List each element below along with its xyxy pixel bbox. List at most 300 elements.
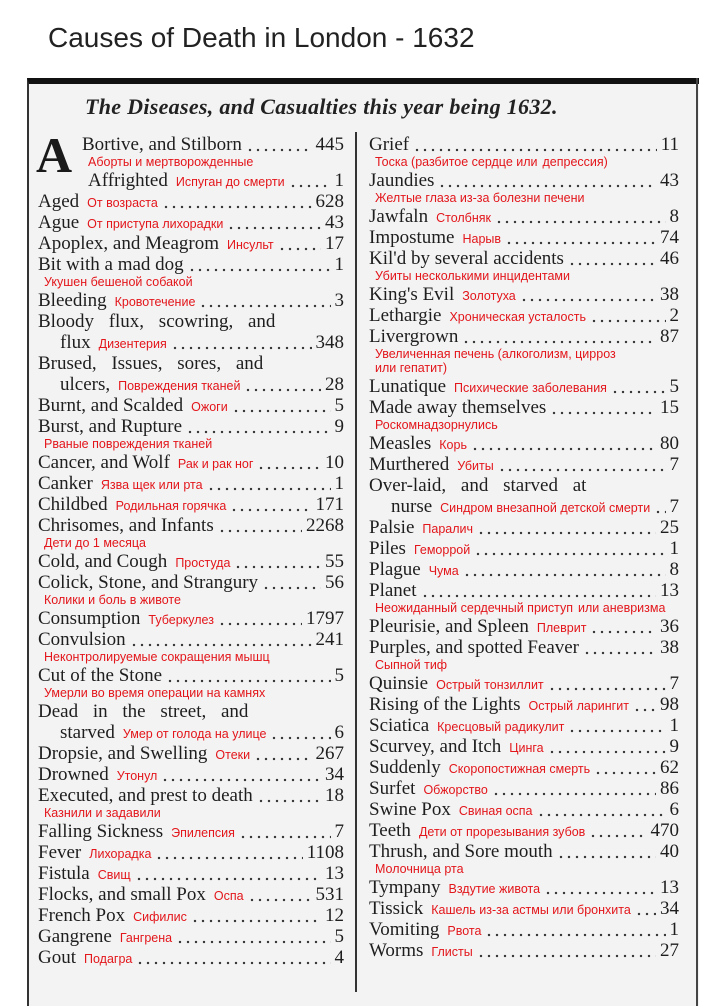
russian-translation-note: Инсульт: [226, 238, 274, 252]
russian-translation-note: Оспа: [213, 889, 244, 903]
dot-leader: [278, 247, 321, 251]
death-count: 36: [660, 616, 679, 637]
dot-leader: [537, 813, 666, 817]
cause-line: [38, 254, 344, 275]
cause-line: [369, 538, 679, 559]
translation-notes: [509, 738, 543, 757]
cause-name: Swine Pox: [369, 799, 451, 820]
cause-row: [38, 311, 344, 332]
death-count: 628: [315, 191, 344, 212]
translation-notes: [454, 378, 607, 397]
cause-line: [369, 616, 679, 637]
death-count: 445: [315, 134, 344, 155]
cause-name: ulcers,: [60, 374, 111, 395]
cause-line: [369, 475, 679, 496]
cause-row: [369, 898, 679, 919]
translation-notes: [84, 949, 132, 968]
dot-leader: [590, 630, 656, 634]
death-count: 55: [325, 551, 344, 572]
cause-name: Burst, and Rupture: [38, 416, 183, 437]
cause-line: [38, 743, 344, 764]
cause-row: [38, 254, 344, 290]
cause-name: Colick, Stone, and Strangury: [38, 572, 259, 593]
dot-leader: [594, 771, 656, 775]
cause-row: [369, 433, 679, 454]
death-count: 13: [660, 877, 679, 898]
dot-leader: [218, 529, 302, 533]
cause-line: [38, 905, 344, 926]
russian-translation-note: Увеличенная печень (алкоголизм, цирроз: [375, 347, 616, 361]
russian-translation-note: Укушен бешеной собакой: [44, 275, 193, 289]
cause-row: [38, 905, 344, 926]
translation-notes: [449, 879, 541, 898]
death-count: 348: [315, 332, 344, 353]
translation-note-line: [369, 658, 679, 673]
death-count: 267: [315, 743, 344, 764]
translation-note-line: [369, 418, 679, 433]
translation-notes: [98, 865, 131, 884]
cause-name: Made away themselves: [369, 397, 547, 418]
death-count: 43: [660, 170, 679, 191]
death-count: 80: [660, 433, 679, 454]
cause-row: [369, 694, 679, 715]
cause-name: Brused, Issues, sores, and: [38, 353, 264, 374]
cause-name: Jawfaln: [369, 206, 429, 227]
russian-translation-note: Дизентерия: [98, 337, 167, 351]
cause-name: Flocks, and small Pox: [38, 884, 206, 905]
death-count: 40: [660, 841, 679, 862]
dot-leader: [548, 750, 666, 754]
russian-translation-note: Испуган до смерти: [175, 175, 285, 189]
cause-row: [369, 227, 679, 248]
death-count: 1: [669, 538, 679, 559]
cause-row: [369, 134, 679, 170]
dot-leader: [485, 933, 665, 937]
cause-row: [38, 665, 344, 701]
translation-note-line: [38, 686, 344, 701]
drop-cap: A: [36, 127, 73, 183]
translation-notes: [431, 942, 472, 961]
dot-leader: [257, 799, 321, 803]
death-count: 34: [660, 898, 679, 919]
cause-row: [369, 736, 679, 757]
cause-line: [369, 397, 679, 418]
cause-name: Piles: [369, 538, 406, 559]
cause-row: [38, 926, 344, 947]
russian-translation-note: Геморрой: [413, 543, 471, 557]
dot-leader: [589, 834, 646, 838]
cause-row: [38, 515, 344, 551]
dot-leader: [136, 961, 330, 965]
cause-name: Bleeding: [38, 290, 107, 311]
cause-line: [369, 898, 679, 919]
cause-name: Teeth: [369, 820, 411, 841]
cause-name: Cold, and Cough: [38, 551, 168, 572]
translation-note-line: [38, 806, 344, 821]
death-count: 62: [660, 757, 679, 778]
death-count: 18: [325, 785, 344, 806]
death-count: 12: [325, 905, 344, 926]
cause-row: [369, 559, 679, 580]
russian-translation-note: Дети от прорезывания зубов: [418, 825, 586, 839]
russian-translation-note: Острый тонзиллит: [436, 678, 544, 692]
cause-row: [369, 284, 679, 305]
cause-line: [38, 947, 344, 968]
russian-translation-note: или гепатит): [375, 361, 448, 375]
translation-notes: [457, 456, 494, 475]
translation-notes: [176, 172, 285, 191]
russian-translation-note: Рваные повреждения тканей: [44, 437, 213, 451]
cause-row: [369, 637, 679, 673]
russian-translation-note: Нарыв: [462, 232, 502, 246]
death-count: 7: [669, 673, 679, 694]
cause-name: Bit with a mad dog: [38, 254, 184, 275]
translation-notes: [171, 823, 235, 842]
death-count: 25: [660, 517, 679, 538]
dot-leader: [254, 757, 311, 761]
translation-notes: [101, 475, 203, 494]
dot-leader: [413, 148, 657, 152]
cause-line: [369, 580, 679, 601]
cause-line: [38, 191, 344, 212]
dot-leader: [199, 304, 330, 308]
cause-name: Sciatica: [369, 715, 430, 736]
dot-leader: [166, 679, 330, 683]
russian-translation-note: Простуда: [175, 556, 231, 570]
death-count: 2268: [306, 515, 344, 536]
cause-row: [38, 134, 344, 170]
cause-name: Gout: [38, 947, 76, 968]
russian-translation-note: Свиная оспа: [458, 804, 533, 818]
death-count: 5: [334, 665, 344, 686]
translation-notes: [175, 553, 230, 572]
cause-name: Tissick: [369, 898, 424, 919]
russian-translation-note: Вздутие живота: [448, 882, 541, 896]
cause-name: Bloody flux, scowring, and: [38, 311, 276, 332]
cause-line: [369, 673, 679, 694]
translation-note-line: [369, 155, 679, 170]
dot-leader: [463, 573, 666, 577]
cause-row: [38, 785, 344, 821]
death-count: 7: [334, 821, 344, 842]
death-count: 56: [325, 572, 344, 593]
cause-name: Vomiting: [369, 919, 440, 940]
cause-name: Plague: [369, 559, 421, 580]
translation-notes: [447, 921, 481, 940]
cause-row: [38, 170, 344, 191]
cause-name: Fever: [38, 842, 82, 863]
cause-name: Pleurisie, and Spleen: [369, 616, 529, 637]
dot-leader: [244, 388, 321, 392]
russian-translation-note: Глисты: [431, 945, 473, 959]
russian-translation-note: Гангрена: [119, 931, 173, 945]
russian-translation-note: Колики и боль в животе: [44, 593, 181, 607]
cause-line: [38, 395, 344, 416]
cause-row: [38, 701, 344, 722]
cause-name: Dead in the street, and: [38, 701, 249, 722]
dot-leader: [188, 268, 331, 272]
cause-name: Bortive, and Stilborn: [82, 134, 242, 155]
cause-name: Executed, and prest to death: [38, 785, 253, 806]
russian-translation-note: Хроническая усталость: [449, 310, 587, 324]
russian-translation-note: Золотуха: [462, 289, 516, 303]
translation-notes: [87, 193, 158, 212]
russian-translation-note: Роскомнадзорнулись: [375, 418, 498, 432]
translation-note-line: [369, 601, 679, 616]
cause-row: [369, 248, 679, 284]
cause-name: Suddenly: [369, 757, 441, 778]
dot-leader: [492, 792, 656, 796]
cause-row: [369, 517, 679, 538]
cause-name: Cut of the Stone: [38, 665, 163, 686]
cause-line: [38, 884, 344, 905]
cause-line: [38, 608, 344, 629]
russian-translation-note: Острый ларингит: [528, 699, 629, 713]
russian-translation-note: Кашель из-за астмы или бронхита: [431, 903, 631, 917]
russian-translation-note: Казнили и задавили: [44, 806, 161, 820]
russian-translation-note: Желтые глаза из-за болезни печени: [375, 191, 585, 205]
dot-leader: [557, 855, 656, 859]
dot-leader: [633, 708, 656, 712]
cause-name: Scurvey, and Itch: [369, 736, 502, 757]
cause-line: [38, 764, 344, 785]
russian-translation-note: Столбняк: [436, 211, 491, 225]
death-count: 27: [660, 940, 679, 961]
cause-row: [369, 397, 679, 433]
page-title: Causes of Death in London - 1632: [48, 22, 475, 53]
cause-row: [369, 715, 679, 736]
russian-translation-note: Повреждения тканей: [118, 379, 241, 393]
russian-translation-note: Цинга: [509, 741, 544, 755]
dot-leader: [611, 390, 666, 394]
russian-translation-note: Сыпной тиф: [375, 658, 448, 672]
dot-leader: [130, 643, 312, 647]
dot-leader: [583, 651, 656, 655]
death-count: 1: [334, 473, 344, 494]
dot-leader: [227, 226, 321, 230]
death-count: 87: [660, 326, 679, 347]
death-count: 241: [315, 629, 344, 650]
cause-name: French Pox: [38, 905, 126, 926]
translation-notes: [462, 286, 516, 305]
death-count: 38: [660, 637, 679, 658]
dot-leader: [590, 319, 665, 323]
cause-name: Palsie: [369, 517, 415, 538]
translation-notes: [87, 214, 223, 233]
cause-line: [369, 820, 679, 841]
cause-row: [38, 947, 344, 968]
cause-row: [38, 629, 344, 665]
cause-name: Grief: [369, 134, 410, 155]
russian-translation-note: Сифилис: [133, 910, 187, 924]
cause-row: [38, 374, 344, 395]
cause-line: [38, 332, 344, 353]
death-count: 8: [669, 206, 679, 227]
cause-line: [38, 452, 344, 473]
dot-leader: [289, 184, 331, 188]
dot-leader: [520, 298, 656, 302]
translation-notes: [537, 618, 587, 637]
dot-leader: [474, 552, 665, 556]
russian-translation-note: Эпилепсия: [171, 826, 235, 840]
translation-notes: [423, 780, 487, 799]
russian-translation-note: Убиты: [457, 459, 494, 473]
death-count: 5: [334, 926, 344, 947]
cause-line: [38, 629, 344, 650]
russian-translation-note: Умерли во время операции на камнях: [44, 686, 266, 700]
cause-row: [369, 206, 679, 227]
cause-row: [38, 332, 344, 353]
cause-name: Convulsion: [38, 629, 126, 650]
cause-name: Jaundies: [369, 170, 435, 191]
russian-translation-note: Убиты несколькими инцидентами: [375, 269, 570, 283]
death-count: 38: [660, 284, 679, 305]
death-count: 6: [669, 799, 679, 820]
translation-notes: [89, 844, 151, 863]
dot-leader: [262, 586, 321, 590]
cause-line: [38, 311, 344, 332]
cause-line: [369, 637, 679, 658]
death-count: 4: [334, 947, 344, 968]
death-count: 470: [650, 820, 679, 841]
translation-notes: [528, 696, 628, 715]
translation-notes: [436, 208, 491, 227]
dot-leader: [218, 622, 302, 626]
translation-note-line: [369, 347, 679, 376]
cause-line: [38, 353, 344, 374]
translation-note-line: [38, 536, 344, 551]
cause-row: [38, 395, 344, 416]
cause-name: King's Evil: [369, 284, 455, 305]
cause-line: [38, 863, 344, 884]
dot-leader: [462, 340, 656, 344]
death-count: 9: [334, 416, 344, 437]
cause-name: Livergrown: [369, 326, 459, 347]
dot-leader: [471, 447, 656, 451]
cause-line: [38, 416, 344, 437]
cause-name: Canker: [38, 473, 93, 494]
cause-name: Kil'd by several accidents: [369, 248, 564, 269]
right-causes-column: [369, 134, 679, 961]
document-heading: The Diseases, and Casualties this year being 1632.: [85, 94, 558, 119]
translation-notes: [449, 307, 586, 326]
russian-translation-note: Родильная горячка: [115, 499, 227, 513]
cause-row: [38, 764, 344, 785]
cause-name: Thrush, and Sore mouth: [369, 841, 553, 862]
cause-row: [369, 538, 679, 559]
cause-name: Cancer, and Wolf: [38, 452, 170, 473]
cause-row: [369, 799, 679, 820]
cause-line: [38, 473, 344, 494]
russian-translation-note: Неконтролируемые сокращения мышц: [44, 650, 270, 664]
translation-notes: [116, 496, 227, 515]
cause-name: Lethargie: [369, 305, 442, 326]
cause-row: [369, 877, 679, 898]
translation-notes: [429, 561, 459, 580]
dot-leader: [438, 184, 656, 188]
death-count: 1797: [306, 608, 344, 629]
cause-line: [38, 170, 344, 191]
death-count: 74: [660, 227, 679, 248]
death-count: 86: [660, 778, 679, 799]
translation-notes: [419, 822, 585, 841]
russian-translation-note: Психические заболевания: [454, 381, 607, 395]
cause-line: [369, 940, 679, 961]
cause-row: [38, 842, 344, 863]
translation-notes: [414, 540, 470, 559]
cause-name: Quinsie: [369, 673, 429, 694]
death-count: 5: [669, 376, 679, 397]
cause-row: [369, 376, 679, 397]
cause-line: [369, 799, 679, 820]
dot-leader: [246, 148, 312, 152]
cause-row: [369, 673, 679, 694]
russian-translation-note: Утонул: [116, 769, 158, 783]
document-border: [696, 78, 698, 1006]
dot-leader: [270, 736, 330, 740]
cause-name: Ague: [38, 212, 80, 233]
russian-translation-note: Лихорадка: [89, 847, 152, 861]
russian-translation-note: Скоропостижная смерть: [448, 762, 591, 776]
translation-note-line: [369, 862, 679, 877]
cause-row: [38, 191, 344, 212]
death-count: 46: [660, 248, 679, 269]
death-count: 8: [669, 559, 679, 580]
cause-row: [369, 475, 679, 496]
death-count: 1: [669, 715, 679, 736]
russian-translation-note: Язва щек или рта: [100, 478, 203, 492]
translation-notes: [178, 454, 254, 473]
translation-notes: [436, 675, 544, 694]
translation-notes: [449, 759, 590, 778]
translation-notes: [459, 801, 533, 820]
death-count: 1: [334, 170, 344, 191]
dot-leader: [498, 468, 666, 472]
cause-row: [38, 212, 344, 233]
cause-line: [369, 433, 679, 454]
translation-note-line: [38, 155, 344, 170]
cause-name: Fistula: [38, 863, 90, 884]
dot-leader: [495, 220, 666, 224]
cause-name: Gangrene: [38, 926, 112, 947]
dot-leader: [186, 430, 330, 434]
russian-translation-note: Кресцовый радикулит: [437, 720, 565, 734]
cause-name: Surfet: [369, 778, 416, 799]
russian-translation-note: От возраста: [87, 196, 158, 210]
cause-line: [369, 715, 679, 736]
translation-notes: [227, 235, 274, 254]
cause-row: [38, 290, 344, 311]
death-count: 17: [325, 233, 344, 254]
translation-notes: [439, 435, 467, 454]
cause-line: [38, 212, 344, 233]
cause-line: [369, 134, 679, 155]
cause-row: [369, 305, 679, 326]
cause-line: [369, 517, 679, 538]
cause-row: [38, 743, 344, 764]
death-count: 531: [315, 884, 344, 905]
cause-row: [369, 820, 679, 841]
russian-translation-note: Обжорство: [423, 783, 488, 797]
cause-row: [38, 353, 344, 374]
translation-notes: [437, 717, 564, 736]
russian-translation-note: или аневризма: [578, 601, 666, 615]
death-count: 28: [325, 374, 344, 395]
cause-line: [369, 496, 679, 517]
death-count: 1108: [306, 842, 344, 863]
cause-line: [38, 494, 344, 515]
russian-translation-note: Плеврит: [536, 621, 587, 635]
